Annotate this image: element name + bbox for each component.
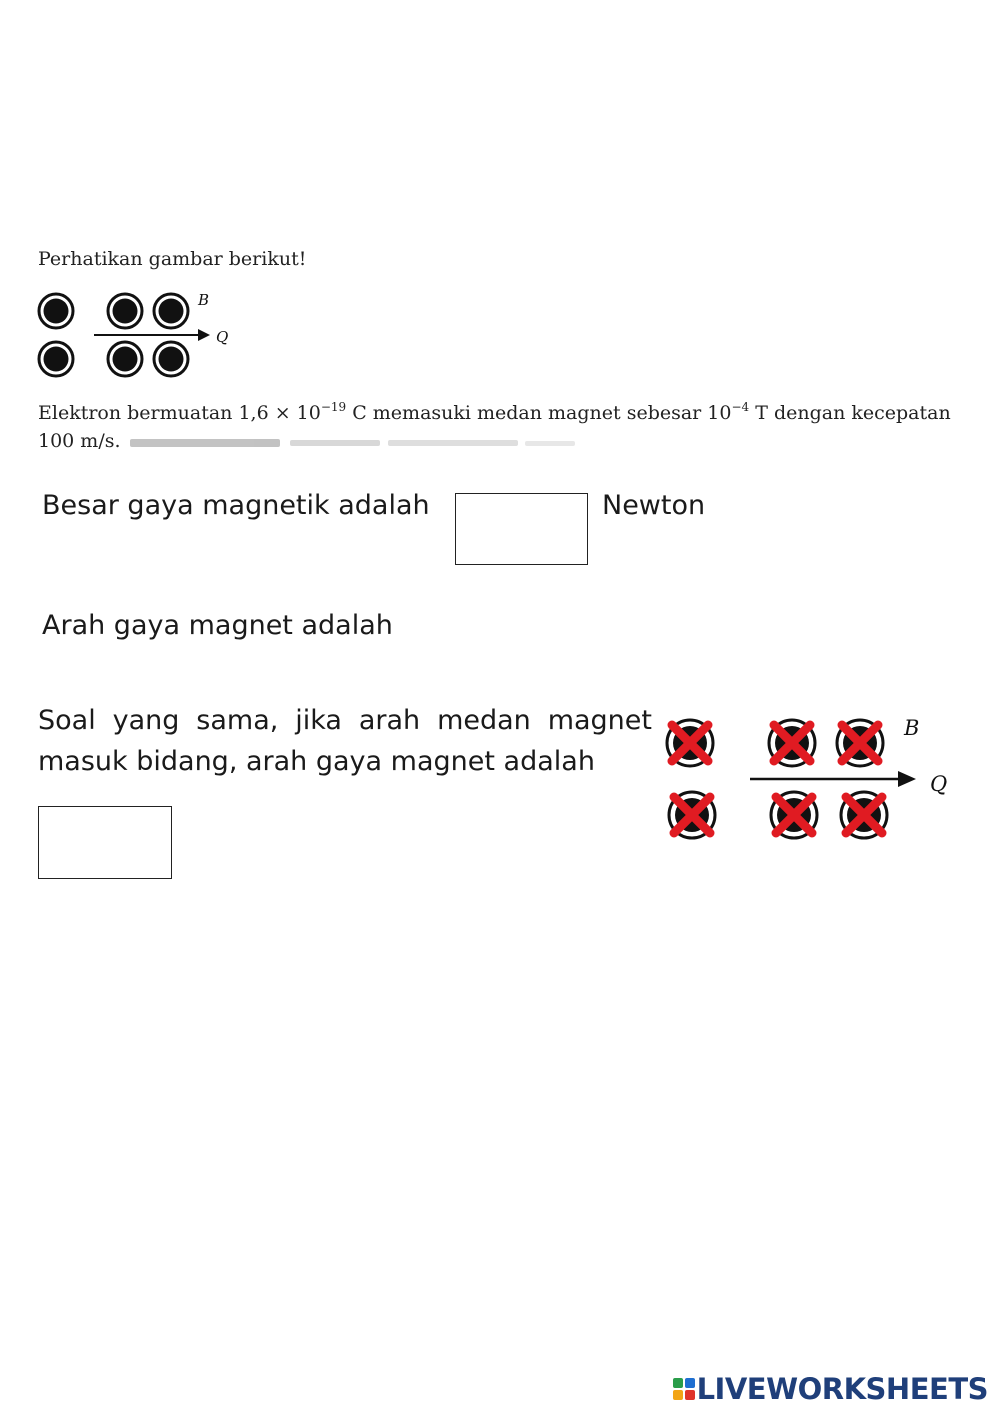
problem-text: C memasuki medan magnet sebesar 10 <box>346 402 732 424</box>
answer-input-force-magnitude[interactable] <box>455 493 588 565</box>
exponent: −4 <box>731 400 750 414</box>
problem-line-2 <box>38 430 121 452</box>
question-1-unit: Newton <box>602 490 706 521</box>
cross-symbol <box>667 720 713 766</box>
cross-symbol <box>837 720 883 766</box>
problem-line-1 <box>38 402 951 424</box>
brand-logo <box>673 1372 988 1406</box>
question-3-label: Soal yang sama, jika arah medan magnet masuk bidang, arah gaya magnet adalah <box>38 705 652 777</box>
dot-symbol <box>108 342 142 376</box>
arrow-head-icon <box>898 771 916 787</box>
brand-name: LIVEWORKSHEETS <box>696 1372 988 1406</box>
dot-symbol <box>39 294 73 328</box>
figure-field-in <box>660 705 960 850</box>
cross-symbol <box>841 792 887 838</box>
liveworksheets-logo-icon <box>673 1378 695 1400</box>
scan-artifact <box>130 433 610 453</box>
problem-text: Elektron bermuatan 1,6 × 10 <box>38 402 321 424</box>
arrow-head-icon <box>198 329 210 341</box>
problem-text: T dengan kecepatan <box>749 402 951 424</box>
dot-symbol <box>154 294 188 328</box>
problem-text: 100 m/s. <box>38 430 121 452</box>
dot-symbol <box>108 294 142 328</box>
cross-symbol <box>669 792 715 838</box>
exponent: −19 <box>320 400 347 414</box>
dot-symbol <box>154 342 188 376</box>
answer-input-force-direction[interactable] <box>38 806 172 879</box>
intro-text: Perhatikan gambar berikut! <box>38 248 307 270</box>
cross-symbol <box>771 792 817 838</box>
velocity-label: Q <box>216 328 229 346</box>
cross-symbol <box>769 720 815 766</box>
dot-symbol <box>39 342 73 376</box>
question-1-label: Besar gaya magnetik adalah <box>42 490 430 521</box>
question-2-label: Arah gaya magnet adalah <box>42 610 393 641</box>
figure-field-out <box>30 285 250 385</box>
field-label: B <box>904 716 920 740</box>
velocity-label: Q <box>930 772 948 796</box>
field-label: B <box>198 291 210 309</box>
